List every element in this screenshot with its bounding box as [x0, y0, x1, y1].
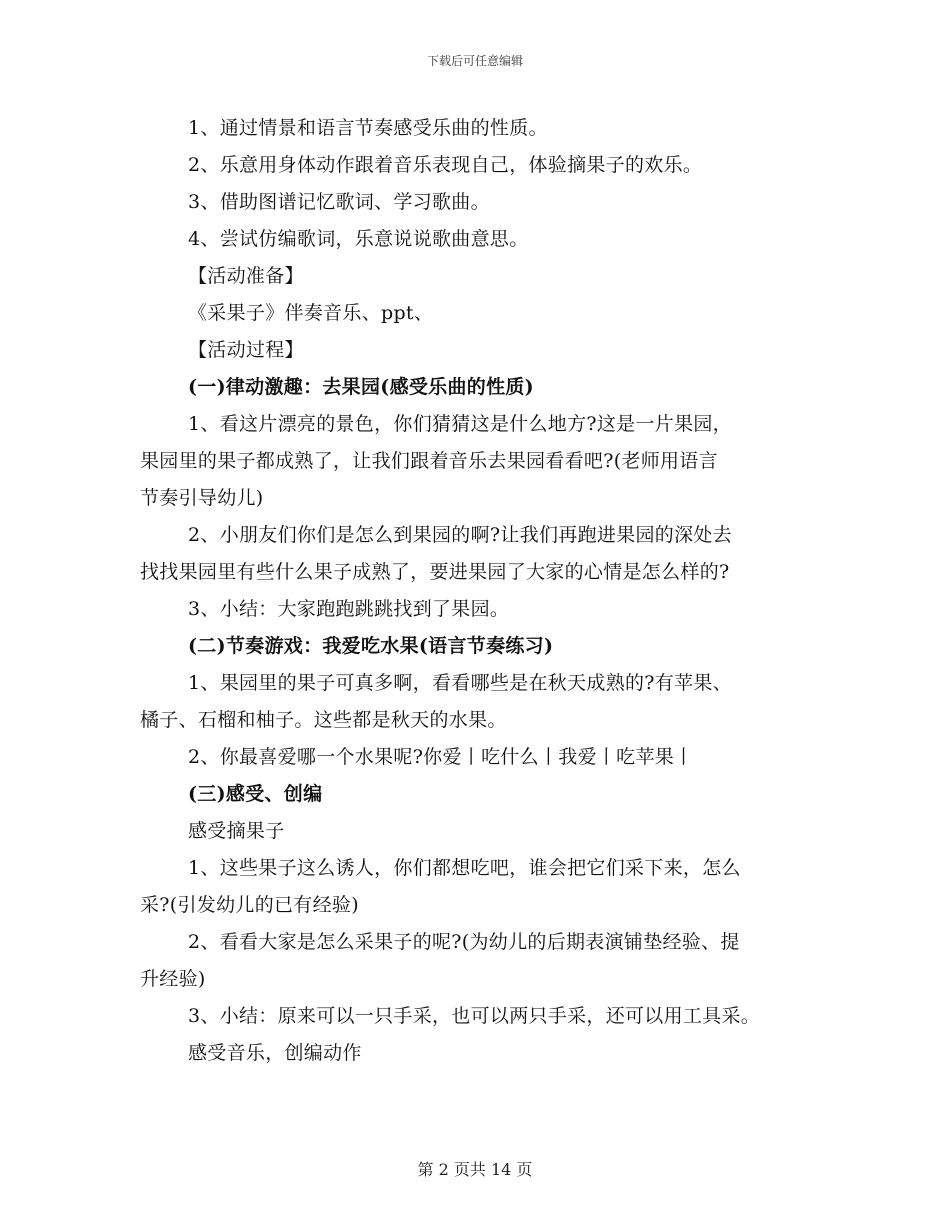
- text-line: 采?(引发幼儿的已有经验): [140, 894, 359, 916]
- text-line: 3、借助图谱记忆歌词、学习歌曲。: [188, 191, 490, 213]
- text-line: 2、小朋友们你们是怎么到果园的啊?让我们再跑进果园的深处去: [188, 524, 732, 546]
- text-line: 果园里的果子都成熟了，让我们跟着音乐去果园看看吧?(老师用语言: [140, 450, 718, 472]
- text-line: 4、尝试仿编歌词，乐意说说歌曲意思。: [188, 228, 529, 250]
- text-line: 2、你最喜爱哪一个水果呢?你爱丨吃什么丨我爱丨吃苹果丨: [188, 746, 694, 768]
- text-line: 2、看看大家是怎么采果子的呢?(为幼儿的后期表演铺垫经验、提: [188, 931, 740, 953]
- text-line: 橘子、石榴和柚子。这些都是秋天的水果。: [140, 709, 507, 731]
- text-line: 3、小结：原来可以一只手采，也可以两只手采，还可以用工具采。: [188, 1005, 761, 1027]
- text-line: 升经验): [140, 968, 206, 990]
- section-heading: (一)律动激趣：去果园(感受乐曲的性质): [188, 376, 534, 398]
- text-line: 找找果园里有些什么果子成熟了，要进果园了大家的心情是怎么样的?: [140, 561, 730, 583]
- text-line: 1、通过情景和语言节奏感受乐曲的性质。: [188, 117, 548, 139]
- text-line: 3、小结：大家跑跑跳跳找到了果园。: [188, 598, 510, 620]
- text-line: 感受音乐，创编动作: [188, 1042, 362, 1064]
- page-header: 下载后可任意编辑: [426, 54, 523, 68]
- text-line: 【活动准备】: [188, 265, 304, 287]
- text-line: 【活动过程】: [188, 339, 304, 361]
- text-line: 节奏引导幼儿): [140, 487, 264, 509]
- text-line: 1、看这片漂亮的景色，你们猜猜这是什么地方?这是一片果园，: [188, 413, 732, 435]
- page-footer: 第 2 页共 14 页: [417, 1160, 533, 1179]
- text-line: 1、这些果子这么诱人，你们都想吃吧，谁会把它们采下来，怎么: [188, 857, 741, 879]
- text-line: 1、果园里的果子可真多啊，看看哪些是在秋天成熟的?有苹果、: [188, 672, 732, 694]
- text-line: 感受摘果子: [188, 820, 285, 842]
- document-body: [140, 110, 820, 1072]
- text-line: 《采果子》伴奏音乐、ppt、: [188, 302, 434, 324]
- text-line: 2、乐意用身体动作跟着音乐表现自己，体验摘果子的欢乐。: [188, 154, 703, 176]
- section-heading: (三)感受、创编: [188, 783, 323, 805]
- section-heading: (二)节奏游戏：我爱吃水果(语言节奏练习): [188, 635, 554, 657]
